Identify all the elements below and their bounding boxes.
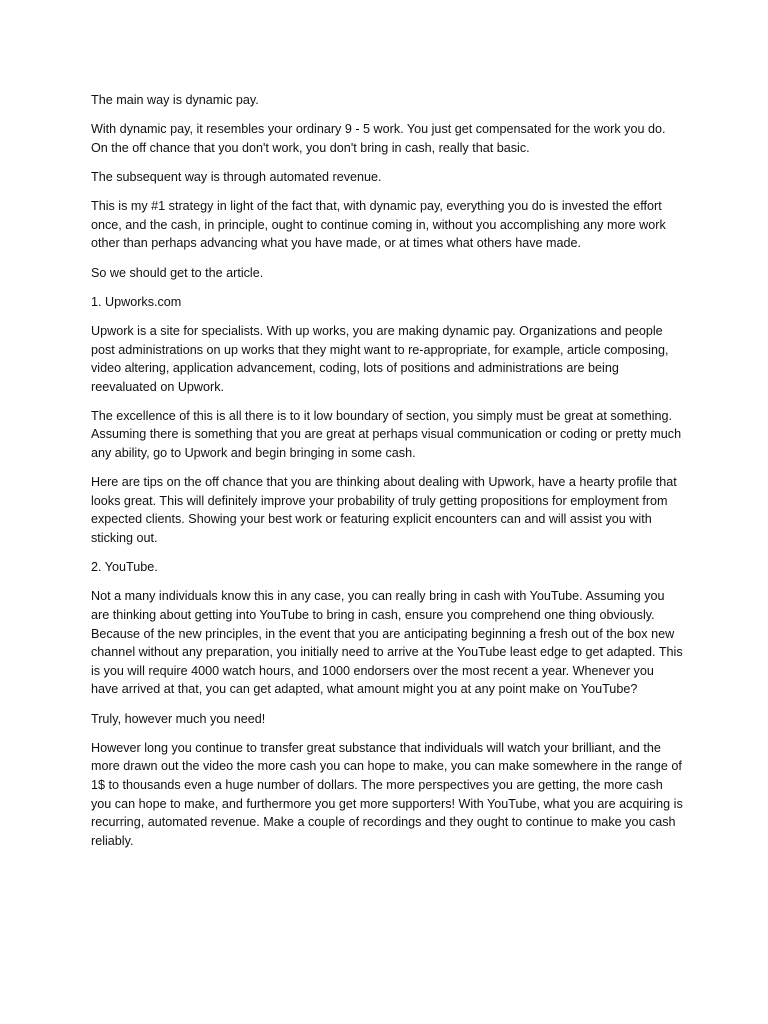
section-heading-youtube: 2. YouTube. bbox=[91, 560, 158, 575]
paragraph-upwork-description: Upwork is a site for specialists. With up works, you are making dynamic pay. Organizations and people post administrations on up works that they might want to re-appropriate, for example, article composing, video altering, application advancement, coding, lots of positions and administrations are being reevaluated on Upwork. bbox=[91, 323, 669, 394]
paragraph-upwork-tips: Here are tips on the off chance that you are thinking about dealing with Upwork, have a hearty profile that looks great. This will definitely improve your probability of truly getting propositions for employment from expected clients. Showing your best work or featuring explicit encounters can and will assist you with sticking out. bbox=[91, 475, 677, 546]
paragraph-strategy: This is my #1 strategy in light of the fact that, with dynamic pay, everything you do is invested the effort once, and the cash, in principle, ought to continue coming in, without you accomplishing any more work other than perhaps advancing what you have made, or at times what others have made. bbox=[91, 199, 666, 251]
paragraph-youtube-earnings: However long you continue to transfer great substance that individuals will watch your brilliant, and the more drawn out the video the more cash you can hope to make, you can make somewhere in the range of 1$ to thousands even a huge number of dollars. The more perspectives you are getting, the more cash you can hope to make, and furthermore you get more supporters! With YouTube, what you are acquiring is recurring, automated revenue. Make a couple of recordings and they ought to continue to make you cash reliably. bbox=[91, 740, 683, 848]
paragraph-youtube-truly: Truly, however much you need! bbox=[91, 711, 266, 726]
document-page bbox=[91, 91, 683, 861]
paragraph-intro: The main way is dynamic pay. bbox=[91, 93, 259, 107]
paragraph-transition: So we should get to the article. bbox=[91, 265, 264, 280]
section-heading-upworks: 1. Upworks.com bbox=[91, 294, 182, 309]
paragraph-dynamic-pay: With dynamic pay, it resembles your ordinary 9 - 5 work. You just get compensated for the work you do. On the off chance that you don't work, you don't bring in cash, really that basic. bbox=[91, 122, 666, 155]
paragraph-youtube-requirements: Not a many individuals know this in any case, you can really bring in cash with YouTube. Assuming you are thinking about getting into YouTube to bring in cash, ensure you comprehend one thing obviously. Because of the new principles, in the event that you are anticipating beginning a fresh out of the box new channel without any preparation, you initially need to arrive at the YouTube least edge to get adapted. This is you will require 4000 watch hours, and 1000 endorsers over the most recent a year. Whenever you have arrived at that, you can get adapted, what amount might you at any point make on YouTube? bbox=[91, 589, 683, 697]
paragraph-subsequent-way: The subsequent way is through automated revenue. bbox=[91, 169, 382, 184]
paragraph-upwork-excellence: The excellence of this is all there is to it low boundary of section, you simply must be great at something. Assuming there is something that you are great at perhaps visual communication or coding or pretty much any ability, go to Upwork and begin bringing in some cash. bbox=[91, 408, 682, 461]
